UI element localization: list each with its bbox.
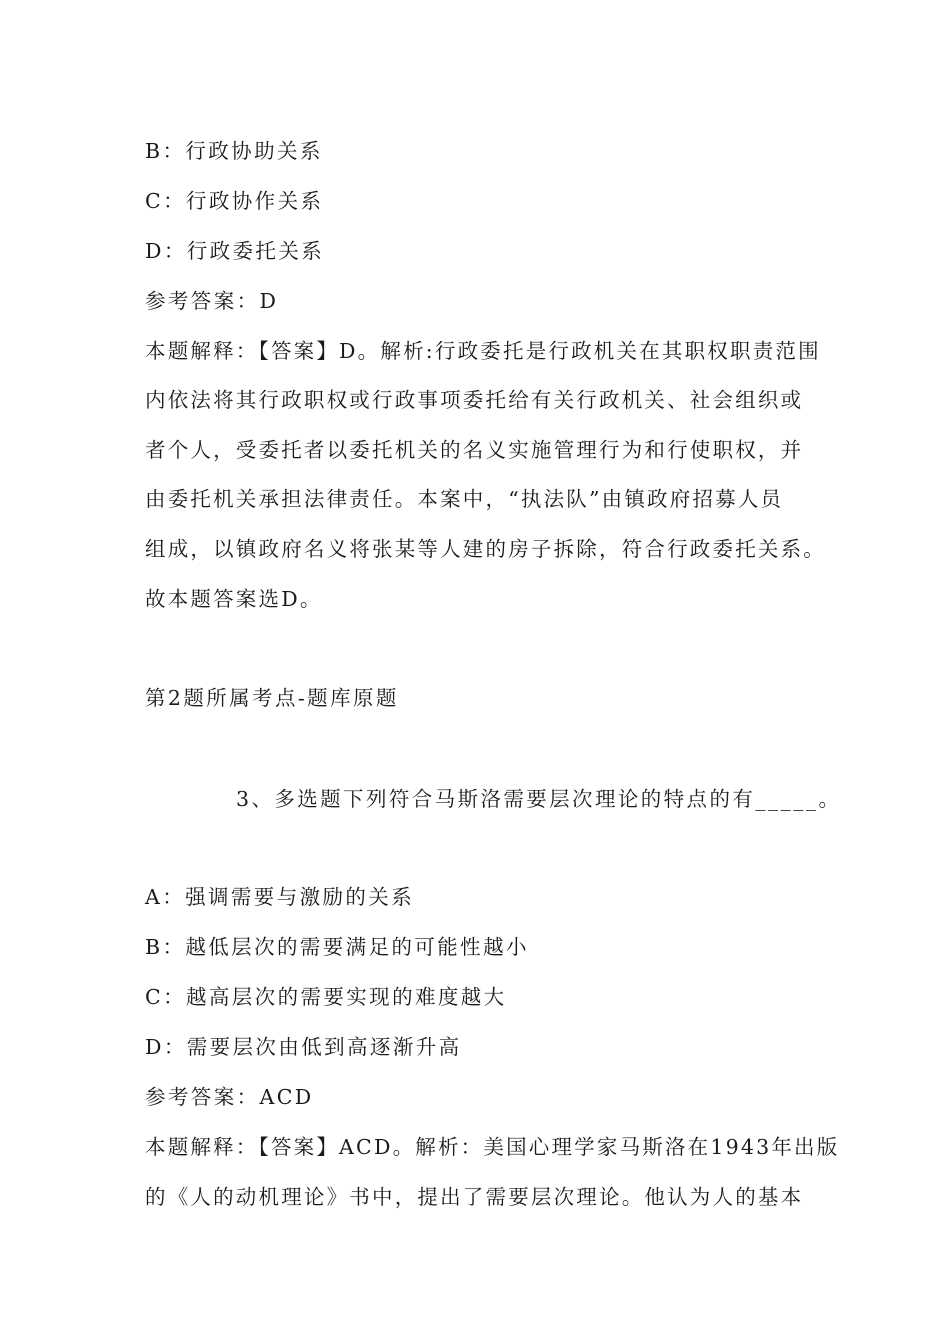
q3-option-d: D：需要层次由低到高逐渐升高: [145, 1035, 462, 1059]
q2-explanation-line: 故本题答案选D。: [145, 587, 323, 611]
q3-option-b: B：越低层次的需要满足的可能性越小: [145, 935, 529, 959]
q2-source-note: 第2题所属考点-题库原题: [145, 686, 399, 710]
q3-reference-answer: 参考答案：ACD: [145, 1085, 314, 1109]
q3-explanation-line: 的《人的动机理论》书中，提出了需要层次理论。他认为人的基本: [145, 1185, 804, 1209]
q2-option-d: D：行政委托关系: [145, 239, 325, 263]
q3-question-stem: 3、多选题下列符合马斯洛需要层次理论的特点的有_____。: [236, 787, 842, 811]
q3-option-a: A：强调需要与激励的关系: [145, 885, 415, 909]
q3-option-c: C：越高层次的需要实现的难度越大: [145, 985, 507, 1009]
q3-explanation-line: 本题解释：【答案】ACD。解析：美国心理学家马斯洛在1943年出版: [145, 1135, 840, 1159]
q2-option-c: C：行政协作关系: [145, 189, 324, 213]
q2-reference-answer: 参考答案：D: [145, 289, 279, 313]
q2-explanation-line: 者个人，受委托者以委托机关的名义实施管理行为和行使职权，并: [145, 438, 804, 462]
q2-explanation-line: 组成，以镇政府名义将张某等人建的房子拆除，符合行政委托关系。: [145, 537, 826, 561]
q2-option-b: B：行政协助关系: [145, 139, 323, 163]
q2-explanation-line: 由委托机关承担法律责任。本案中，“执法队”由镇政府招募人员: [145, 487, 784, 511]
q2-explanation-line: 内依法将其行政职权或行政事项委托给有关行政机关、社会组织或: [145, 388, 804, 412]
q2-explanation-line: 本题解释：【答案】D。解析:行政委托是行政机关在其职权职责范围: [145, 339, 821, 363]
